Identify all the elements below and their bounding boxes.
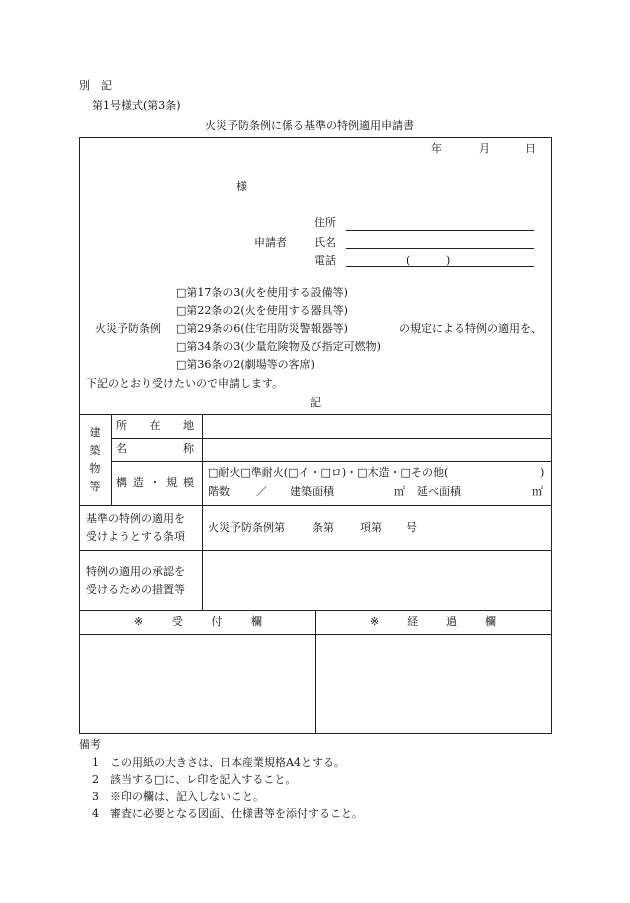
name-field[interactable] (346, 248, 534, 249)
notes-heading: 備考 (79, 738, 101, 751)
day-label: 日 (525, 142, 536, 155)
provision-label-line1: 基準の特例の適用を (86, 512, 185, 525)
measures-field[interactable] (204, 552, 550, 608)
option-22-2[interactable]: □第22条の2(火を使用する器具等) (176, 304, 348, 317)
phone-label: 電話 (314, 254, 336, 267)
option-29-6[interactable]: □第29条の6(住宅用防災警報器等) (176, 322, 348, 335)
annex-label: 別 記 (79, 79, 112, 92)
addressee-suffix: 様 (236, 180, 247, 193)
note-4-text: 審査に必要となる図面、仕様書等を添付すること。 (110, 807, 363, 820)
building-area-unit: ㎡ (394, 485, 405, 498)
structure-close-paren: ) (540, 466, 545, 479)
request-text: 下記のとおり受けたいので申請します。 (86, 377, 284, 390)
option-36-2[interactable]: □第36条の2(劇場等の客席) (176, 358, 315, 371)
applicant-label: 申請者 (254, 236, 287, 249)
phone-paren-open: ( (406, 254, 411, 267)
building-group-label: 建 築 物 等 (89, 426, 101, 493)
note-2-text: 該当する□に、レ印を記入すること。 (110, 773, 297, 786)
note-3-text: ※印の欄は、記入しないこと。 (110, 790, 264, 803)
note-4-num: 4 (92, 807, 99, 820)
structure-options[interactable]: □耐火□準耐火(□イ・□ロ)・□木造・□その他( (208, 466, 449, 479)
provision-prefix: 火災予防条例第 (208, 521, 285, 534)
option-17-3[interactable]: □第17条の3(火を使用する設備等) (176, 286, 348, 299)
form-number: 第1号様式(第3条) (92, 99, 181, 112)
provision-jo: 条第 (312, 521, 334, 534)
note-1-text: この用紙の大きさは、日本産業規格A4とする。 (110, 756, 345, 769)
table-top-line (79, 414, 552, 415)
phone-field[interactable] (346, 266, 534, 267)
month-label: 月 (479, 142, 490, 155)
provision-gou: 号 (406, 521, 417, 534)
building-area-label: 建築面積 (290, 485, 334, 498)
ordinance-label: 火災予防条例 (95, 322, 161, 335)
ordinance-suffix: の規定による特例の適用を、 (399, 322, 542, 335)
option-34-3[interactable]: □第34条の3(少量危険物及び指定可燃物) (176, 340, 381, 353)
address-field[interactable] (346, 230, 534, 231)
phone-paren-close: ) (446, 254, 451, 267)
reception-field (81, 636, 313, 732)
location-label: 所 在 地 (116, 419, 194, 432)
ki-label: 記 (310, 396, 321, 409)
provision-kou: 項第 (360, 521, 382, 534)
address-label: 住所 (314, 216, 336, 229)
note-2-num: 2 (92, 773, 99, 786)
floors-label: 階数 (208, 485, 230, 498)
total-area-unit: ㎡ (532, 485, 543, 498)
provision-label-line2: 受けようとする条項 (86, 530, 185, 543)
progress-field (317, 636, 550, 732)
reception-header: ※ 受 付 欄 (134, 615, 262, 628)
note-3-num: 3 (92, 790, 99, 803)
measures-label-line1: 特例の適用の承認を (86, 565, 185, 578)
progress-header: ※ 経 過 欄 (370, 615, 496, 628)
floors-slash: ／ (256, 485, 267, 498)
year-label: 年 (431, 142, 442, 155)
measures-label-line2: 受けるための措置等 (86, 583, 185, 596)
total-area-label: 延べ面積 (417, 485, 461, 498)
structure-label: 構 造 ・ 規 模 (116, 476, 194, 489)
note-1-num: 1 (92, 756, 99, 769)
form-title: 火災予防条例に係る基準の特例適用申請書 (205, 119, 414, 132)
building-name-label: 名 称 (116, 442, 194, 455)
name-label: 氏名 (314, 236, 336, 249)
